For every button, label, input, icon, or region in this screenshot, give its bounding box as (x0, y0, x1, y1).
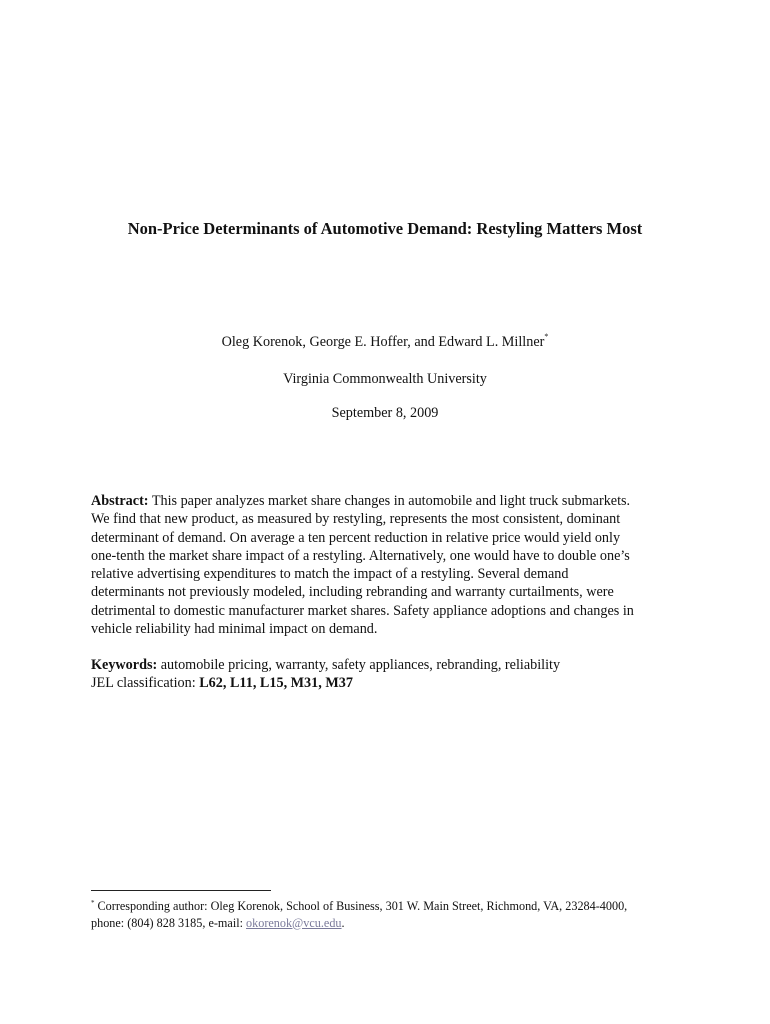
keywords-label: Keywords: (91, 657, 158, 673)
abstract-line (91, 492, 681, 510)
paper-date: September 8, 2009 (331, 405, 439, 421)
keywords-line (91, 656, 681, 674)
abstract-line: relative advertising expenditures to match the impact of a restyling. Several demand (91, 566, 569, 583)
author-footnote-mark: * (544, 332, 549, 341)
jel-line (91, 674, 681, 692)
paper-title: Non-Price Determinants of Automotive Demand: Restyling Matters Most (127, 219, 643, 238)
abstract-line: determinant of demand. On average a ten percent reduction in relative price would yield only (91, 529, 621, 546)
abstract (91, 492, 681, 638)
footnote (91, 898, 681, 931)
footnote-line (91, 898, 681, 915)
keywords-text: automobile pricing, warranty, safety appliances, rebranding, reliability (157, 657, 561, 673)
author-names: Oleg Korenok, George E. Hoffer, and Edward L. Millner (221, 334, 545, 350)
jel-label: JEL classification: (91, 675, 200, 692)
abstract-label: Abstract: (91, 493, 149, 509)
footnote-mark: * (91, 899, 95, 907)
footnote-end: . (341, 915, 345, 930)
abstract-line: one-tenth the market share impact of a restyling. Alternatively, one would have to double one’s (91, 547, 630, 564)
abstract-line: detrimental to domestic manufacturer market shares. Safety appliance adoptions and changes in (91, 602, 634, 619)
email-link[interactable]: okorenok@vcu.edu (246, 915, 342, 930)
abstract-line: determinants not previously modeled, including rebranding and warranty curtailments, were (91, 584, 614, 601)
abstract-text: This paper analyzes market share changes in automobile and light truck submarkets. (148, 493, 631, 509)
footnote-line (91, 915, 681, 932)
abstract-line: We find that new product, as measured by restyling, represents the most consistent, dominant (91, 511, 621, 528)
affiliation: Virginia Commonwealth University (283, 371, 487, 387)
keywords-section (91, 656, 681, 693)
abstract-line: vehicle reliability had minimal impact on demand. (91, 621, 378, 638)
footnote-text: Corresponding author: Oleg Korenok, School of Business, 301 W. Main Street, Richmond, VA, 23284-4000, (94, 899, 628, 913)
jel-codes: L62, L11, L15, M31, M37 (199, 675, 353, 692)
footnote-contact: phone: (804) 828 3185, e-mail: (91, 915, 247, 930)
author-list (0, 332, 770, 352)
footnote-divider (91, 890, 271, 891)
